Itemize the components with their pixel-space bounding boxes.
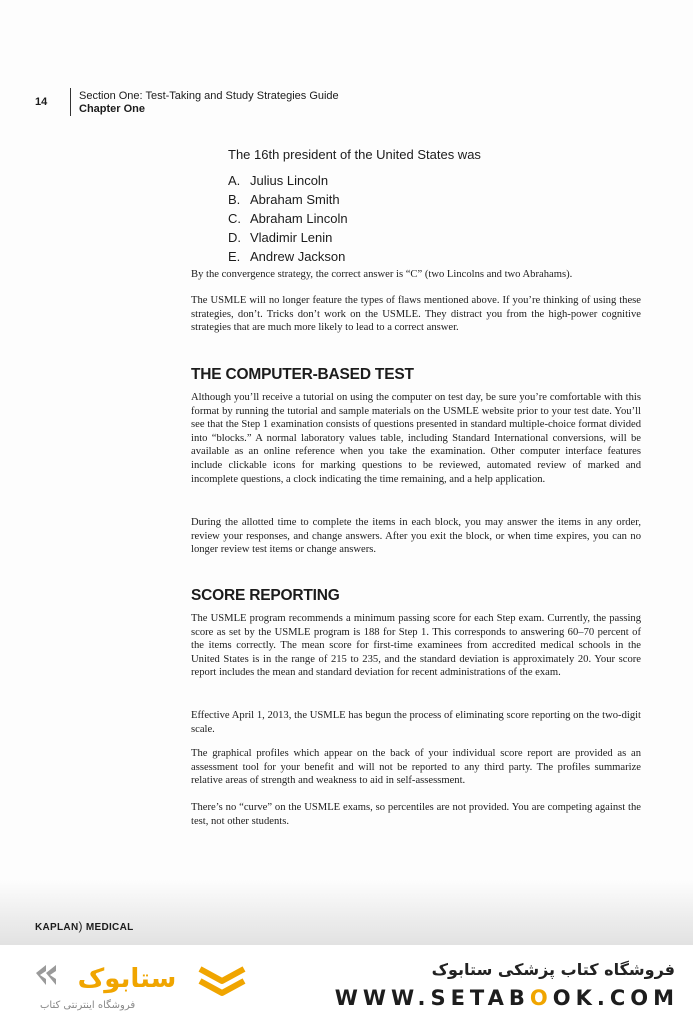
store-url: WWW.SETABOOK.COM [334,986,679,1010]
page-number: 14 [35,96,48,108]
score-paragraph-2: Effective April 1, 2013, the USMLE has begun the process of eliminating score reporting on the two-digit scale. [191,710,641,735]
chapter-title: Chapter One [79,103,146,115]
cbt-paragraph-1: Although you’ll receive a tutorial on using the computer on test day, be sure you’re comfortable with this format by running the tutorial and sample materials on the USMLE website prior to your test date. You’ll see that the Step 1 examination consists of questions presented in standard multiple-choice format divided into “blocks.” A normal laboratory values table, including Standard International conversions, will be available as an online reference when you take the examination. Other computer interface features include clickable icons for marking questions to be reviewed, automated review of marked and incomplete questions, a clock indicating the time remaining, and a help application. [191,392,641,485]
chevron-logo-icon [200,969,244,993]
choice-a: A. Julius Lincoln [228,173,329,188]
logo-wordmark: ستابوک [77,964,177,994]
logo-subtitle: فروشگاه اینترنتی کتاب [40,1000,136,1011]
question-stem: The 16th president of the United States was [228,147,481,162]
score-heading: SCORE REPORTING [191,587,340,604]
cbt-heading: THE COMPUTER-BASED TEST [191,366,414,383]
answer-choices [228,171,348,266]
score-paragraph-4: There’s no “curve” on the USMLE exams, so percentiles are not provided. You are competing against the test, not other students. [191,802,641,827]
choice-b: B. Abraham Smith [228,192,340,207]
convergence-paragraph: By the convergence strategy, the correct answer is “C” (two Lincolns and two Abrahams). [191,269,573,280]
page-footer-band [0,880,693,945]
kaplan-medical-logo: KAPLAN) MEDICAL [35,919,134,933]
choice-c: C. Abraham Lincoln [228,211,348,226]
section-title: Section One: Test-Taking and Study Strategies Guide [79,90,339,102]
setabook-logo [32,955,262,1005]
brand-chevrons-icon [36,965,56,985]
header-divider [70,88,71,116]
score-paragraph-1: The USMLE program recommends a minimum passing score for each Step exam. Currently, the passing score as set by the USMLE program is 188 for Step 1. This corresponds to answering 60–70 percent of the items correctly. The mean score for first-time examinees from accredited medical schools in the United States is in the range of 215 to 235, and the standard deviation is approximately 20. Your score report includes the mean and standard deviation for recent administrations of the exam. [191,613,641,679]
running-header [79,90,339,116]
score-paragraph-3: The graphical profiles which appear on the back of your individual score report are provided as an assessment tool for your benefit and will not be reported to any third party. The profiles summarize relative areas of strength and weakness to aid in self-assessment. [191,748,641,787]
choice-d: D. Vladimir Lenin [228,230,333,245]
store-name: فروشگاه کتاب پزشکی ستابوک [431,960,675,979]
choice-e: E. Andrew Jackson [228,249,346,264]
no-flaws-paragraph: The USMLE will no longer feature the types of flaws mentioned above. If you’re thinking of using these strategies, don’t. Tricks don’t work on the USMLE. They distract you from the high-power cognitive strategies that are much more likely to lead to a correct answer. [191,295,641,334]
cbt-paragraph-2: During the allotted time to complete the items in each block, you may answer the items in any order, review your responses, and change answers. After you exit the block, or when time expires, you can no longer review test items or change answers. [191,517,641,556]
